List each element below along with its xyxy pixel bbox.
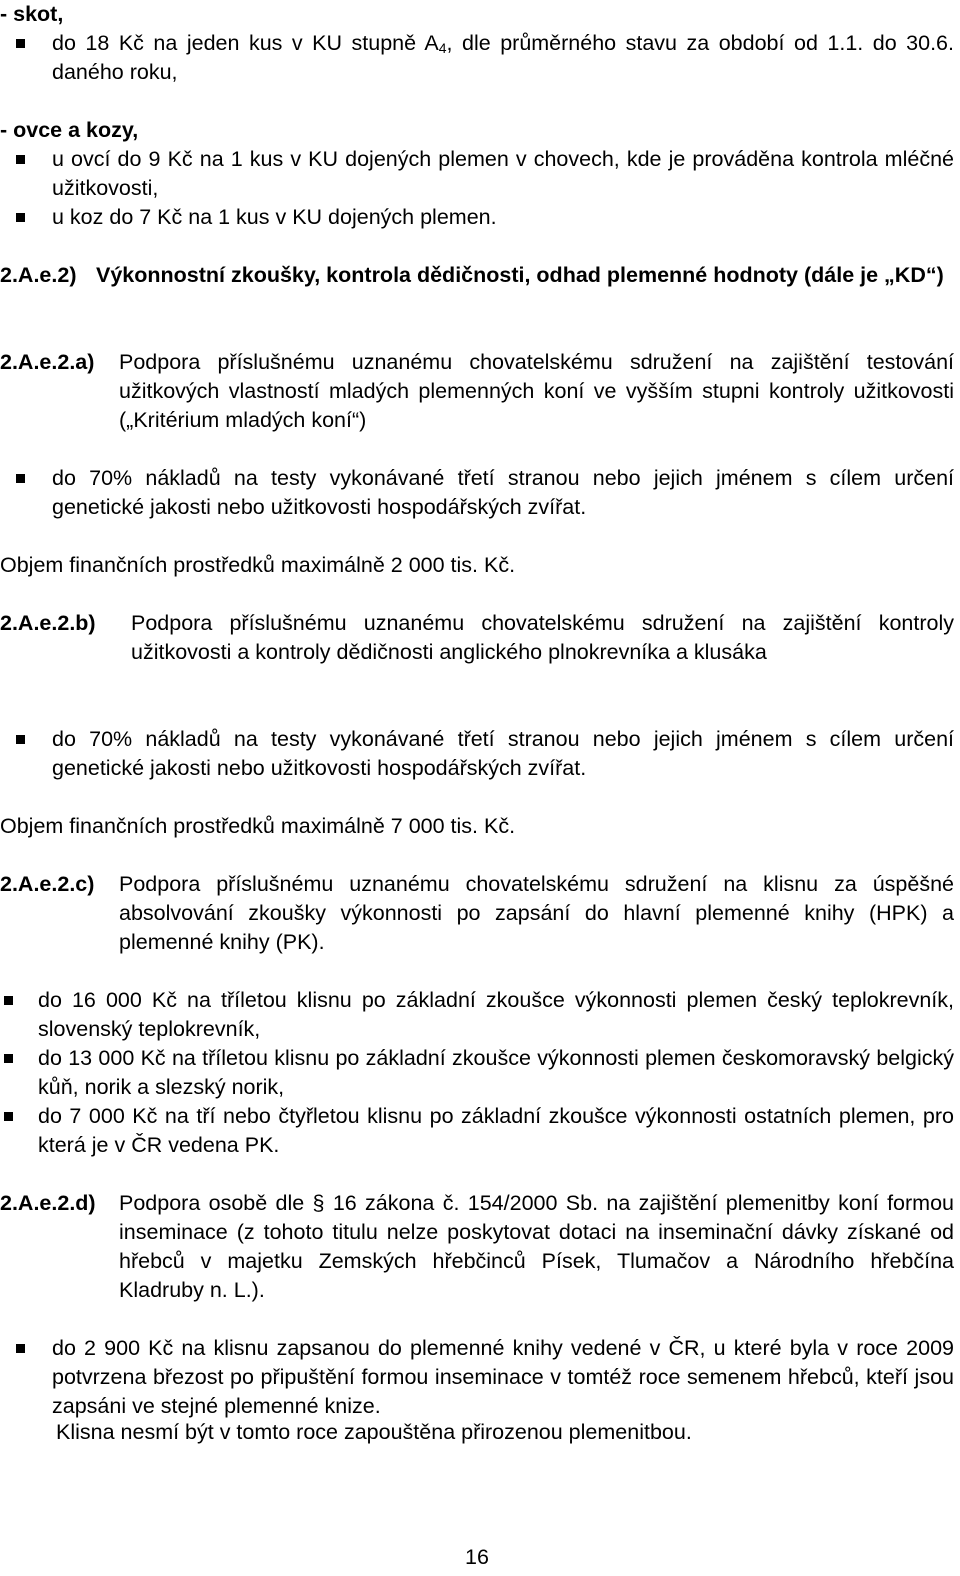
list-item-text: do 7 000 Kč na tří nebo čtyřletou klisnu po základní zkoušce výkonnosti ostatních plemen, pro která je v ČR vedena PK. — [38, 1104, 954, 1157]
square-bullet-icon — [4, 1054, 13, 1063]
page-number: 16 — [465, 1545, 489, 1569]
subsection-title: Podpora příslušnému uznanému chovatelskému sdružení na zajištění kontroly užitkovosti a kontroly dědičnosti anglického plnokrevníka a klusáka — [131, 611, 954, 664]
square-bullet-icon — [16, 213, 25, 222]
subsection-title: Podpora příslušnému uznanému chovatelskému sdružení na zajištění testování užitkových vlastností mladých plemenných koní ve vyšším stupni kontroly užitkovosti („Kritérium mladých koní“) — [119, 350, 954, 432]
subsection-label: 2.A.e.2.c) — [0, 872, 95, 896]
square-bullet-icon — [16, 1344, 25, 1353]
subsection-a — [0, 348, 954, 435]
list-item — [0, 203, 954, 232]
section-label: 2.A.e.2) — [0, 263, 77, 287]
section-skot-heading: - skot, — [0, 2, 64, 26]
subsection-title: Podpora osobě dle § 16 zákona č. 154/2000 Sb. na zajištění plemenitby koní formou inseminace (z tohoto titulu nelze poskytovat dotaci na inseminační dávky získané od hřebců v majetku Zemských hřebčinců Písek, Tlumačov a Národního hřebčína Kladruby n. L.). — [119, 1191, 954, 1302]
list-item — [0, 1102, 954, 1160]
section-title: Výkonnostní zkoušky, kontrola dědičnosti, odhad plemenné hodnoty (dále je „KD“) — [96, 263, 944, 287]
subsection-b — [0, 609, 954, 696]
list-item — [0, 1334, 954, 1421]
funds-text: Objem finančních prostředků maximálně 7 000 tis. Kč. — [0, 814, 516, 838]
list-item-text: u koz do 7 Kč na 1 kus v KU dojených plemen. — [52, 205, 497, 229]
subsection-label: 2.A.e.2.b) — [0, 611, 96, 635]
list-item — [0, 464, 954, 522]
list-item-text: do 18 Kč na jeden kus v KU stupně $A_4$, dle průměrného stavu za období od 1.1. do 30.6. daného roku, — [52, 31, 954, 84]
square-bullet-icon — [16, 735, 25, 744]
list-item-text: do 70% nákladů na testy vykonávané třetí stranou nebo jejich jménem s cílem určení genetické jakosti nebo užitkovosti hospodářských zvířat. — [52, 466, 954, 519]
list-item — [0, 986, 954, 1044]
subsection-d — [0, 1189, 954, 1305]
note-text: Klisna nesmí být v tomto roce zapouštěna přirozenou plemenitbou. — [56, 1420, 692, 1444]
list-item-text: do 70% nákladů na testy vykonávané třetí stranou nebo jejich jménem s cílem určení genetické jakosti nebo užitkovosti hospodářských zvířat. — [52, 727, 954, 780]
funds-text: Objem finančních prostředků maximálně 2 000 tis. Kč. — [0, 553, 516, 577]
section-heading — [0, 261, 954, 319]
square-bullet-icon — [16, 39, 25, 48]
square-bullet-icon — [16, 474, 25, 483]
list-item — [0, 29, 954, 87]
list-item-text: do 2 900 Kč na klisnu zapsanou do plemenné knihy vedené v ČR, u které byla v roce 2009 potvrzena březost po připuštění formou inseminace v tomtéž roce semenem hřebců, kteří jsou zapsáni ve stejné plemenné knize. — [52, 1336, 954, 1418]
square-bullet-icon — [4, 1112, 13, 1121]
subsection-label: 2.A.e.2.a) — [0, 350, 95, 374]
section-ovce-heading: - ovce a kozy, — [0, 118, 139, 142]
subsection-title: Podpora příslušnému uznanému chovatelskému sdružení na klisnu za úspěšné absolvování zkoušky výkonnosti po zapsání do hlavní plemenné knihy (HPK) a plemenné knihy (PK). — [119, 872, 954, 954]
list-item — [0, 725, 954, 783]
subsection-label: 2.A.e.2.d) — [0, 1191, 96, 1215]
list-item-text: do 13 000 Kč na tříletou klisnu po základní zkoušce výkonnosti plemen českomoravský belgický kůň, norik a slezský norik, — [38, 1046, 954, 1099]
square-bullet-icon — [16, 155, 25, 164]
list-item — [0, 1044, 954, 1102]
subsection-c — [0, 870, 954, 957]
list-item-text: u ovcí do 9 Kč na 1 kus v KU dojených plemen v chovech, kde je prováděna kontrola mléčné užitkovosti, — [52, 147, 954, 200]
list-item-text: do 16 000 Kč na tříletou klisnu po základní zkoušce výkonnosti plemen český teplokrevník, slovenský teplokrevník, — [38, 988, 954, 1041]
square-bullet-icon — [4, 996, 13, 1005]
list-item — [0, 145, 954, 203]
